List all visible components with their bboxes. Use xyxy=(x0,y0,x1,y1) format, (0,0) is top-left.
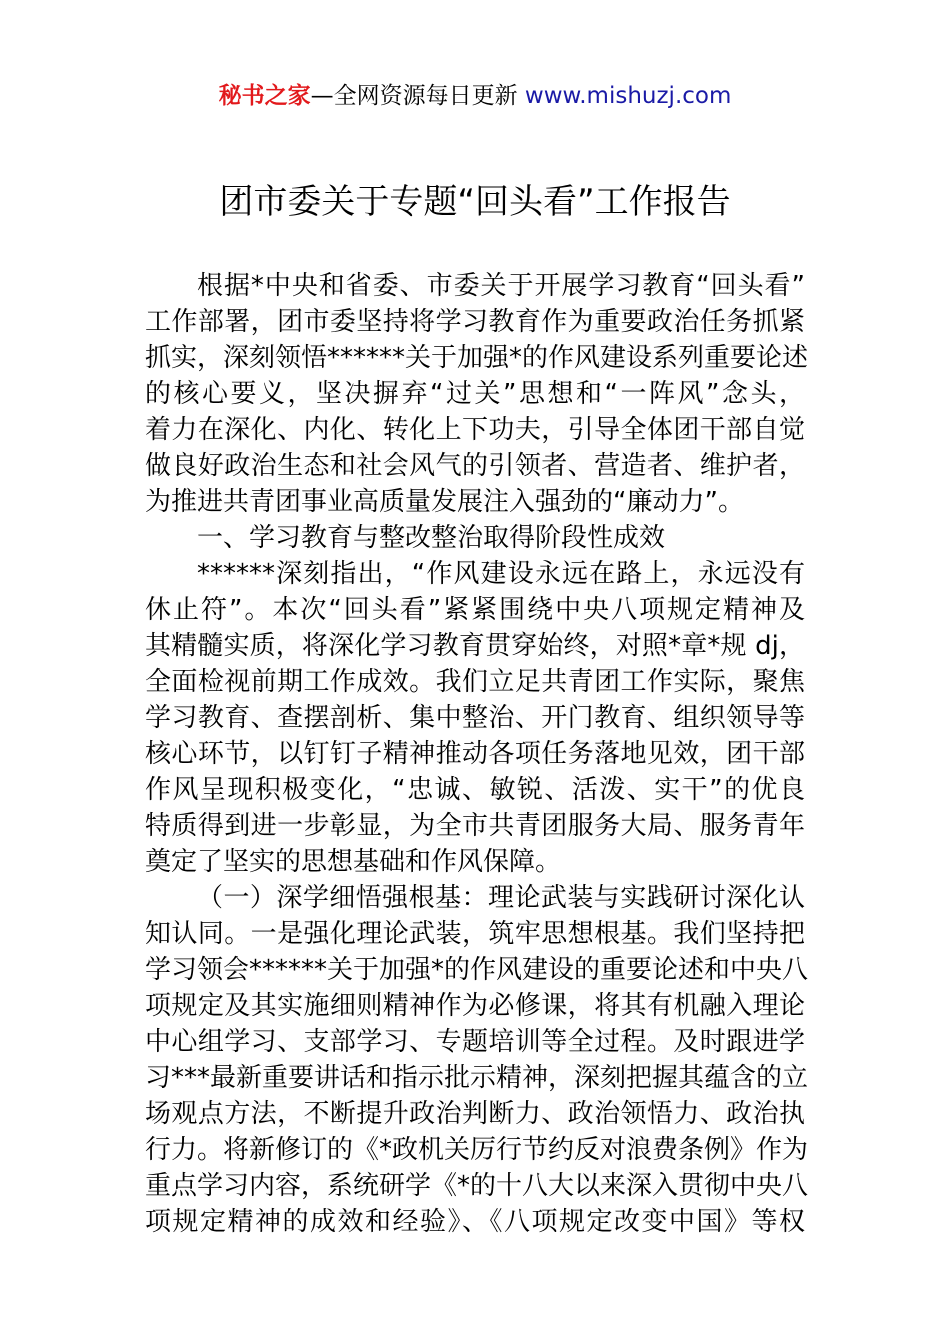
text-line: 特质得到进一步彰显，为全市共青团服务大局、服务青年 xyxy=(145,811,805,841)
text-line: 作风呈现积极变化，“忠诚、敏锐、活泼、实干”的优良 xyxy=(145,775,805,805)
text-line: 重点学习内容，系统研学《*的十八大以来深入贯彻中央八 xyxy=(145,1171,809,1201)
text-line: 着力在深化、内化、转化上下功夫，引导全体团干部自觉 xyxy=(145,415,805,445)
text-line: 知认同。一是强化理论武装，筑牢思想根基。我们坚持把 xyxy=(145,919,805,949)
site-brand: 秘书之家 xyxy=(218,83,311,109)
text-line: 场观点方法，不断提升政治判断力、政治领悟力、政治执 xyxy=(145,1099,805,1129)
text-line: 休止符”。本次“回头看”紧紧围绕中央八项规定精神及 xyxy=(145,595,805,625)
text-line: 抓实，深刻领悟******关于加强*的作风建设系列重要论述 xyxy=(145,343,809,373)
site-header xyxy=(0,80,950,112)
text-line: 全面检视前期工作成效。我们立足共青团工作实际，聚焦 xyxy=(145,667,805,697)
text-line: 中心组学习、支部学习、专题培训等全过程。及时跟进学 xyxy=(145,1027,805,1057)
text-line: 根据*中央和省委、市委关于开展学习教育“回头看” xyxy=(197,271,805,301)
section-heading: 一、学习教育与整改整治取得阶段性成效 xyxy=(197,523,666,553)
site-url[interactable]: www.mishuzj.com xyxy=(524,83,732,109)
text-line: 核心环节，以钉钉子精神推动各项任务落地见效，团干部 xyxy=(145,739,805,769)
text-line: 奠定了坚实的思想基础和作风保障。 xyxy=(145,847,562,877)
text-line: 做良好政治生态和社会风气的引领者、营造者、维护者， xyxy=(145,451,805,481)
text-line: 的核心要义，坚决摒弃“过关”思想和“一阵风”念头， xyxy=(145,379,805,409)
text-line: 工作部署，团市委坚持将学习教育作为重要政治任务抓紧 xyxy=(145,307,805,337)
text-line: ******深刻指出，“作风建设永远在路上，永远没有 xyxy=(197,559,805,589)
document-body xyxy=(145,268,809,1240)
document-title: 团市委关于专题“回头看”工作报告 xyxy=(219,182,731,222)
text-line: 为推进共青团事业高质量发展注入强劲的“廉动力”。 xyxy=(145,487,744,517)
text-line: 项规定精神的成效和经验》、《八项规定改变中国》等权 xyxy=(145,1207,805,1237)
text-line: 其精髓实质，将深化学习教育贯穿始终，对照*章*规 dj， xyxy=(145,631,805,661)
site-slogan: —全网资源每日更新 xyxy=(310,83,525,109)
subsection-line: （一）深学细悟强根基：理论武装与实践研讨深化认 xyxy=(197,883,805,913)
text-line: 习***最新重要讲话和指示批示精神，深刻把握其蕴含的立 xyxy=(145,1063,809,1093)
text-line: 学习教育、查摆剖析、集中整治、开门教育、组织领导等 xyxy=(145,703,805,733)
text-line: 行力。将新修订的《*政机关厉行节约反对浪费条例》作为 xyxy=(145,1135,809,1165)
text-line: 学习领会******关于加强*的作风建设的重要论述和中央八 xyxy=(145,955,809,985)
text-line: 项规定及其实施细则精神作为必修课，将其有机融入理论 xyxy=(145,991,805,1021)
